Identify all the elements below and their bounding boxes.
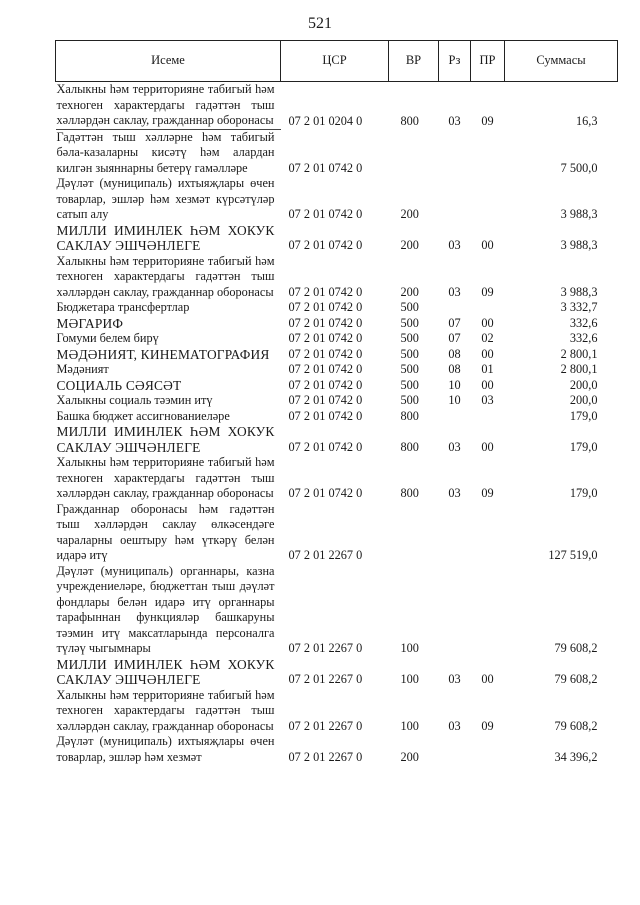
csr-cell: 07 2 01 0204 0 (288, 113, 363, 128)
name-cell: Халыкны һәм территорияне табигый һәм техноген характердагы гадәттән тыш хәлләрдән саклау, гражданнар оборонасы (56, 82, 275, 127)
sum-cell: 200,0 (569, 393, 598, 407)
csr-cell: 07 2 01 2267 0 (288, 749, 363, 764)
csr-cell: 07 2 01 0742 0 (288, 238, 363, 252)
name-cell: МИЛЛИ ИМИНЛЕК ҺӘМ ХОКУК САКЛАУ ЭШЧӘНЛЕГЕ (56, 222, 275, 253)
sum-cell: 79 608,2 (554, 718, 598, 733)
name-cell: Халыкны социаль тәэмин итү (56, 393, 213, 407)
table-row (56, 176, 618, 223)
vr-cell (389, 129, 439, 176)
pr-cell: 00 (481, 238, 494, 252)
name-cell: Бюджетара трансфертлар (56, 300, 190, 314)
pr-cell: 00 (481, 315, 494, 330)
sum-cell: 3 988,3 (560, 207, 598, 221)
vr-cell: 100 (400, 672, 419, 686)
table-row (56, 129, 618, 176)
rz-cell: 03 (448, 284, 461, 299)
table-row (56, 409, 618, 425)
csr-cell: 07 2 01 0742 0 (288, 207, 363, 221)
csr-cell: 07 2 01 0742 0 (288, 284, 363, 299)
pr-cell (471, 564, 505, 657)
table-row (56, 331, 618, 347)
name-cell: МӘГАРИФ (56, 315, 124, 331)
sum-cell: 332,6 (569, 315, 598, 330)
vr-cell: 100 (400, 641, 419, 655)
name-cell: Гражданнар оборонасы һәм гадәттән тыш хәлләрдән саклау өлкәсендәге чараларны оештыру һәм үткәрү белән идарә итү (56, 501, 275, 562)
rz-cell (439, 564, 471, 657)
rz-cell: 03 (448, 718, 461, 733)
table-row (56, 378, 618, 394)
csr-cell: 07 2 01 0742 0 (288, 393, 363, 407)
header-name: Исеме (56, 41, 281, 82)
sum-cell: 2 800,1 (560, 346, 598, 361)
pr-cell (471, 129, 505, 176)
vr-cell: 500 (400, 331, 419, 345)
rz-cell: 03 (448, 439, 461, 454)
pr-cell: 09 (481, 284, 494, 299)
rz-cell (439, 300, 471, 316)
table-row (56, 223, 618, 254)
rz-cell: 10 (448, 393, 461, 407)
name-cell: МӘДӘНИЯТ, КИНЕМАТОГРАФИЯ (56, 346, 270, 362)
sum-cell: 3 988,3 (560, 284, 598, 299)
csr-cell: 07 2 01 0742 0 (288, 346, 363, 361)
table-row (56, 300, 618, 316)
rz-cell (439, 176, 471, 223)
csr-cell: 07 2 01 0742 0 (288, 377, 363, 392)
sum-cell: 179,0 (569, 408, 598, 423)
rz-cell (439, 502, 471, 564)
sum-cell: 200,0 (569, 377, 598, 392)
pr-cell (471, 176, 505, 223)
vr-cell: 200 (400, 207, 419, 221)
table-row (56, 564, 618, 657)
pr-cell: 09 (481, 113, 494, 128)
name-cell: Башка бюджет ассигнованиеләре (56, 408, 230, 423)
table-row (56, 657, 618, 688)
rz-cell: 08 (448, 362, 461, 376)
pr-cell: 00 (481, 672, 494, 686)
name-cell: Дәүләт (муниципаль) ихтыяҗлары өчен товарлар, эшләр һәм хезмәт күрсәтүләр сатып алу (56, 176, 275, 221)
vr-cell: 500 (400, 377, 419, 392)
header-vr: ВР (389, 41, 439, 82)
vr-cell (389, 502, 439, 564)
rz-cell: 03 (448, 113, 461, 128)
rz-cell (439, 409, 471, 425)
rz-cell: 03 (448, 486, 461, 500)
page-number: 521 (308, 15, 332, 32)
csr-cell: 07 2 01 0742 0 (288, 362, 363, 376)
table-row (56, 254, 618, 301)
vr-cell: 200 (400, 284, 419, 299)
vr-cell: 800 (400, 408, 419, 423)
name-cell: МИЛЛИ ИМИНЛЕК ҺӘМ ХОКУК САКЛАУ ЭШЧӘНЛЕГЕ (56, 656, 275, 687)
table-row (56, 734, 618, 765)
name-cell: СОЦИАЛЬ СӘЯСӘТ (56, 377, 182, 393)
table-row (56, 393, 618, 409)
vr-cell: 500 (400, 362, 419, 376)
name-cell: МИЛЛИ ИМИНЛЕК ҺӘМ ХОКУК САКЛАУ ЭШЧӘНЛЕГЕ (56, 424, 275, 455)
sum-cell: 34 396,2 (554, 749, 598, 764)
sum-cell: 16,3 (575, 113, 598, 128)
header-sum: Суммасы (505, 41, 618, 82)
vr-cell: 800 (400, 439, 419, 454)
rz-cell: 08 (448, 346, 461, 361)
pr-cell (471, 409, 505, 425)
sum-cell: 2 800,1 (560, 362, 598, 376)
name-cell: Дәүләт (муниципаль) органнары, казна учреждениеләре, бюджеттан тыш дәүләт фондлары белән идарә итү органнары тарафыннан функцияләр башкаруны тәэмин итү максатларында персоналга түләү чыгымнары (56, 563, 275, 655)
vr-cell: 100 (400, 718, 419, 733)
vr-cell: 200 (400, 238, 419, 252)
vr-cell: 200 (400, 749, 419, 764)
sum-cell: 179,0 (569, 486, 598, 500)
rz-cell (439, 129, 471, 176)
pr-cell (471, 734, 505, 765)
sum-cell: 179,0 (569, 439, 598, 454)
header-pr: ПР (471, 41, 505, 82)
table-row (56, 362, 618, 378)
sum-cell: 79 608,2 (554, 672, 598, 686)
sum-cell: 332,6 (569, 331, 598, 345)
vr-cell: 500 (400, 393, 419, 407)
csr-cell: 07 2 01 0742 0 (288, 315, 363, 330)
name-cell: Гомуми белем бирү (56, 331, 159, 345)
table-header-row (56, 41, 618, 82)
csr-cell: 07 2 01 0742 0 (288, 331, 363, 345)
table-row (56, 82, 618, 130)
rz-cell: 07 (448, 331, 461, 345)
sum-cell: 127 519,0 (548, 548, 598, 562)
rz-cell: 07 (448, 315, 461, 330)
table-row (56, 688, 618, 735)
table-row (56, 316, 618, 332)
pr-cell: 00 (481, 377, 494, 392)
table-body (56, 82, 618, 766)
budget-table (55, 40, 618, 765)
pr-cell: 00 (481, 346, 494, 361)
pr-cell: 01 (481, 362, 494, 376)
sum-cell: 3 332,7 (560, 300, 598, 314)
name-cell: Мәдәният (56, 362, 109, 376)
csr-cell: 07 2 01 2267 0 (288, 548, 363, 562)
vr-cell: 800 (400, 113, 419, 128)
header-csr: ЦСР (281, 41, 389, 82)
header-rz: Рз (439, 41, 471, 82)
pr-cell: 00 (481, 439, 494, 454)
csr-cell: 07 2 01 0742 0 (288, 160, 363, 175)
name-cell: Дәүләт (муниципаль) ихтыяҗлары өчен товарлар, эшләр һәм хезмәт (56, 734, 275, 764)
sum-cell: 79 608,2 (554, 641, 598, 655)
pr-cell: 03 (481, 393, 494, 407)
pr-cell: 09 (481, 486, 494, 500)
vr-cell: 500 (400, 346, 419, 361)
name-cell: Халыкны һәм территорияне табигый һәм техноген характердагы гадәттән тыш хәлләрдән саклау, гражданнар оборонасы (56, 455, 275, 500)
vr-cell: 800 (400, 486, 419, 500)
csr-cell: 07 2 01 0742 0 (288, 439, 363, 454)
name-cell: Гадәттән тыш хәлләрне һәм табигый бәла-казаларны кисәтү һәм алардан килгән зыяннарны бетерү гамәлләре (56, 129, 281, 176)
csr-cell: 07 2 01 2267 0 (288, 672, 363, 686)
table-row (56, 347, 618, 363)
rz-cell (439, 734, 471, 765)
csr-cell: 07 2 01 0742 0 (288, 486, 363, 500)
table-row (56, 424, 618, 455)
rz-cell: 10 (448, 377, 461, 392)
vr-cell: 500 (400, 300, 419, 314)
name-cell: Халыкны һәм территорияне табигый һәм техноген характердагы гадәттән тыш хәлләрдән саклау, гражданнар оборонасы (56, 253, 275, 299)
sum-cell: 3 988,3 (560, 238, 598, 252)
pr-cell (471, 300, 505, 316)
table-row (56, 455, 618, 502)
csr-cell: 07 2 01 0742 0 (288, 408, 363, 423)
pr-cell: 02 (481, 331, 494, 345)
rz-cell: 03 (448, 672, 461, 686)
table-row (56, 502, 618, 564)
rz-cell: 03 (448, 238, 461, 252)
csr-cell: 07 2 01 2267 0 (288, 641, 363, 655)
sum-cell: 7 500,0 (560, 160, 598, 175)
csr-cell: 07 2 01 2267 0 (288, 718, 363, 733)
vr-cell: 500 (400, 315, 419, 330)
pr-cell (471, 502, 505, 564)
csr-cell: 07 2 01 0742 0 (288, 300, 363, 314)
name-cell: Халыкны һәм территорияне табигый һәм техноген характердагы гадәттән тыш хәлләрдән саклау, гражданнар оборонасы (56, 687, 275, 733)
pr-cell: 09 (481, 718, 494, 733)
